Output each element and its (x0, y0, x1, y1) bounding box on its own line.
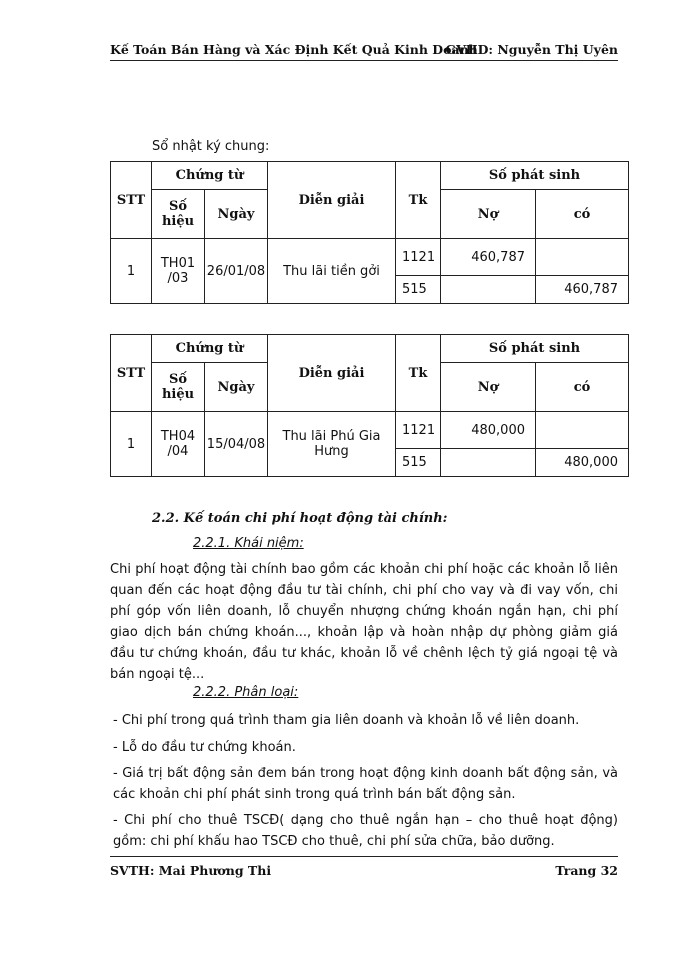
header-so-phat-sinh: Số phát sinh (441, 162, 629, 190)
header-ngay: Ngày (205, 363, 268, 412)
header-dien-giai: Diễn giải (268, 335, 396, 412)
cell-no-credit (441, 449, 536, 477)
cell-co-credit: 480,000 (536, 449, 629, 477)
cell-stt: 1 (111, 239, 152, 304)
cell-so-hieu: TH04 /04 (152, 412, 205, 477)
cell-tk-credit: 515 (396, 449, 441, 477)
header-so-phat-sinh: Số phát sinh (441, 335, 629, 363)
header-stt: STT (111, 335, 152, 412)
bullet-item: - Chi phí cho thuê TSCĐ( dạng cho thuê ngắn hạn – cho thuê hoạt động) gồm: chi phí khấu hao TSCĐ cho thuê, chi phí sửa chữa, bảo dưỡng. (113, 813, 618, 849)
header-tk: Tk (396, 162, 441, 239)
cell-co-debit (536, 412, 629, 449)
cell-no-credit (441, 276, 536, 304)
header-co: có (536, 363, 629, 412)
header-no: Nợ (441, 363, 536, 412)
cell-tk-debit: 1121 (396, 239, 441, 276)
journal-table-2 (110, 334, 629, 477)
cell-stt: 1 (111, 412, 152, 477)
header-so-hieu: Số hiệu (152, 363, 205, 412)
journal-caption: Sổ nhật ký chung: (152, 139, 270, 154)
page-number: Trang 32 (555, 863, 618, 878)
footer-rule (110, 856, 618, 857)
cell-tk-credit: 515 (396, 276, 441, 304)
bullet-item: - Chi phí trong quá trình tham gia liên doanh và khoản lỗ về liên doanh. (113, 713, 580, 728)
header-co: có (536, 190, 629, 239)
journal-table-1 (110, 161, 629, 304)
bullet-item: - Lỗ do đầu tư chứng khoán. (113, 740, 296, 755)
header-dien-giai: Diễn giải (268, 162, 396, 239)
header-ngay: Ngày (205, 190, 268, 239)
header-chung-tu: Chứng từ (152, 162, 268, 190)
header-no: Nợ (441, 190, 536, 239)
bullet-item: - Giá trị bất động sản đem bán trong hoạt động kinh doanh bất động sản, và các khoản chi phí phát sinh trong quá trình bán bất động sản. (113, 766, 618, 802)
footer-student: SVTH: Mai Phương Thi (110, 863, 272, 878)
definition-paragraph: Chi phí hoạt động tài chính bao gồm các khoản chi phí hoặc các khoản lỗ liên quan đến các hoạt động đầu tư tài chính, chi phí cho vay và đi vay vốn, chi phí góp vốn liên doanh, lỗ chuyển nhượng chứng khoán ngắn hạn, chi phí giao dịch bán chứng khoán..., khoản lập và hoàn nhập dự phòng giảm giá đầu tư chứng khoán, đầu tư khác, khoản lỗ về chênh lệch tỷ giá ngoại tệ và bán ngoại tệ... (110, 562, 618, 682)
header-chung-tu: Chứng từ (152, 335, 268, 363)
header-so-hieu: Số hiệu (152, 190, 205, 239)
cell-no-debit: 480,000 (441, 412, 536, 449)
cell-no-debit: 460,787 (441, 239, 536, 276)
section-title: 2.2. Kế toán chi phí hoạt động tài chính: (152, 511, 448, 526)
subsection-classification: 2.2.2. Phân loại: (193, 685, 299, 700)
header-tk: Tk (396, 335, 441, 412)
cell-so-hieu: TH01 /03 (152, 239, 205, 304)
cell-dien-giai: Thu lãi Phú Gia Hưng (268, 412, 396, 477)
cell-co-debit (536, 239, 629, 276)
cell-co-credit: 460,787 (536, 276, 629, 304)
cell-dien-giai: Thu lãi tiền gởi (268, 239, 396, 304)
page-header (110, 42, 618, 60)
cell-tk-debit: 1121 (396, 412, 441, 449)
cell-ngay: 26/01/08 (205, 239, 268, 304)
page-footer (110, 863, 618, 881)
header-rule (110, 60, 618, 61)
subsection-definition: 2.2.1. Khái niệm: (193, 536, 304, 551)
header-stt: STT (111, 162, 152, 239)
cell-ngay: 15/04/08 (205, 412, 268, 477)
header-title: Kế Toán Bán Hàng và Xác Định Kết Quả Kinh Doanh (110, 42, 478, 57)
header-supervisor: GVHD: Nguyễn Thị Uyên (445, 42, 618, 57)
